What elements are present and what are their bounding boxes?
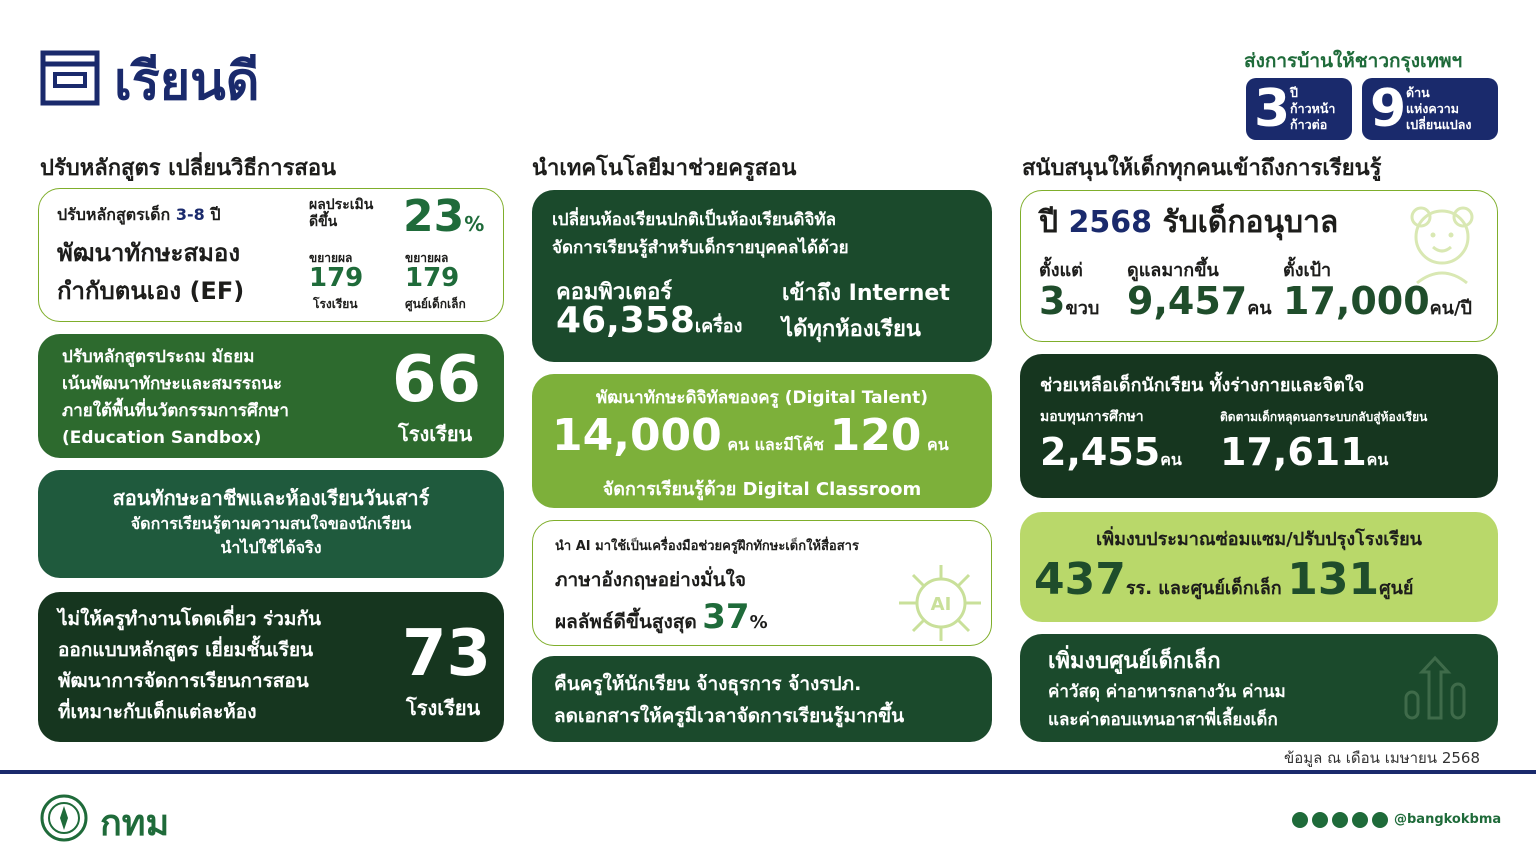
age-value: 3 (1039, 279, 1066, 323)
badge-line: ปี (1290, 85, 1298, 100)
badge-line: แห่งความ (1406, 101, 1460, 116)
badge-line: ด้าน (1406, 85, 1430, 100)
coach-unit: คน (927, 435, 949, 454)
repair-center-value: 131 (1287, 554, 1380, 605)
card-text: สอนทักษะอาชีพและห้องเรียนวันเสาร์ (112, 486, 430, 510)
card-text: กำกับตนเอง (EF) (57, 277, 245, 305)
social-handle[interactable]: @bangkokbma (1394, 812, 1502, 827)
repair-center-unit: ศูนย์ (1379, 578, 1414, 599)
card-text: พัฒนาการจัดการเรียนการสอน (58, 670, 309, 692)
card-ai-english (532, 520, 992, 646)
year-value: 2568 (1068, 205, 1152, 240)
badge-number: 9 (1370, 79, 1407, 139)
instagram-icon[interactable] (1352, 812, 1368, 828)
computer-unit: เครื่อง (694, 316, 743, 337)
card-kindergarten (1020, 190, 1498, 342)
card-text: ลดเอกสารให้ครูมีเวลาจัดการเรียนรู้มากขึ้น (554, 705, 905, 727)
card-digital-talent (532, 374, 992, 508)
age-unit: ขวบ (1065, 298, 1100, 319)
cared-unit: คน (1247, 298, 1272, 319)
ai-result-value: 37 (702, 597, 750, 637)
card-text: ปี (210, 205, 221, 224)
card-text: เน้นพัฒนาทักษะและสมรรถนะ (62, 374, 283, 394)
youtube-icon[interactable] (1332, 812, 1348, 828)
badge-number: 3 (1254, 79, 1291, 139)
child-face-icon (1407, 203, 1477, 287)
card-text: ภายใต้พื้นที่นวัตกรรมการศึกษา (62, 401, 289, 421)
card-text: (Education Sandbox) (62, 428, 262, 448)
ai-result-unit: % (749, 612, 768, 633)
card-text: และค่าตอบแทนอาสาพี่เลี้ยงเด็ก (1048, 710, 1278, 730)
eval-label: ดีขึ้น (309, 214, 338, 230)
collab-value: 73 (402, 617, 492, 691)
target-value: 17,000 (1283, 279, 1430, 323)
internet-text: เข้าถึง Internet (782, 281, 950, 306)
expand-value: 179 (405, 263, 460, 293)
cared-value: 9,457 (1127, 279, 1248, 323)
stat-label: ตั้งเป้า (1283, 260, 1332, 281)
card-text: ภาษาอังกฤษอย่างมั่นใจ (555, 569, 747, 591)
expand-unit: โรงเรียน (313, 297, 358, 311)
year-prefix: ปี (1039, 205, 1059, 240)
badge-line: ก้าวต่อ (1290, 117, 1328, 132)
growth-arrow-icon (1400, 652, 1470, 726)
card-title: เพิ่มงบศูนย์เด็กเล็ก (1048, 649, 1221, 674)
card-text: ไม่ให้ครูทำงานโดดเดี่ยว ร่วมกัน (58, 608, 321, 630)
card-text: พัฒนาทักษะดิจิทัลของครู (Digital Talent) (595, 388, 929, 408)
sandbox-unit: โรงเรียน (398, 422, 473, 446)
card-digital-classroom (532, 190, 992, 362)
card-text: ค่าวัสดุ ค่าอาหารกลางวัน ค่านม (1048, 682, 1286, 702)
scholarship-unit: คน (1160, 450, 1182, 469)
stat-label: ตั้งแต่ (1039, 260, 1083, 281)
eval-label: ผลประเมิน (309, 197, 374, 213)
expand-value: 179 (309, 263, 364, 293)
card-title: เพิ่มงบประมาณซ่อมแซม/ปรับปรุงโรงเรียน (1096, 529, 1422, 550)
card-text: ปรับหลักสูตรประถม มัธยม (62, 347, 255, 367)
badge-3-years (1246, 78, 1352, 140)
card-text: ที่เหมาะกับเด็กแต่ละห้อง (58, 701, 257, 723)
expand-unit: ศูนย์เด็กเล็ก (405, 297, 466, 311)
scholarship-value: 2,455 (1040, 430, 1161, 474)
card-text: ผลลัพธ์ดีขึ้นสูงสุด (555, 611, 697, 633)
returned-unit: คน (1366, 450, 1389, 469)
card-school-repair (1020, 512, 1498, 622)
repair-school-unit: รร. และศูนย์เด็กเล็ก (1125, 578, 1282, 599)
stat-label: ติดตามเด็กหลุดนอกระบบกลับสู่ห้องเรียน (1220, 410, 1428, 424)
card-text: เปลี่ยนห้องเรียนปกติเป็นห้องเรียนดิจิทัล (552, 210, 837, 230)
target-unit: คน/ปี (1429, 298, 1472, 319)
card-text: ปรับหลักสูตรเด็ก (57, 205, 171, 224)
card-text: จัดการเรียนรู้ตามความสนใจของนักเรียน (130, 514, 412, 533)
stat-label: มอบทุนการศึกษา (1040, 409, 1144, 425)
card-text: นำ AI มาใช้เป็นเครื่องมือช่วยครูฝึกทักษะเด็กให้สื่อสาร (555, 539, 859, 554)
facebook-icon[interactable] (1312, 812, 1328, 828)
computer-value: 46,358 (556, 300, 695, 341)
card-vocational-skills (38, 470, 504, 578)
card-text: นำไปใช้ได้จริง (220, 538, 322, 557)
age-range: 3-8 (175, 205, 205, 224)
kindergarten-title: รับเด็กอนุบาล (1162, 205, 1339, 240)
tiktok-icon[interactable] (1372, 812, 1388, 828)
ai-icon-label: AI (930, 594, 952, 615)
coach-value: 120 (829, 410, 922, 461)
page-title: เรียนดี (114, 52, 260, 112)
computer-label: คอมพิวเตอร์ (556, 280, 673, 305)
card-title: ช่วยเหลือเด็กนักเรียน ทั้งร่างกายและจิตใจ (1040, 375, 1365, 396)
badge-line: ก้าวหน้า (1290, 101, 1336, 116)
column-heading-technology: นำเทคโนโลยีมาช่วยครูสอน (532, 156, 797, 181)
eval-unit: % (464, 212, 485, 236)
stat-label: ดูแลมากขึ้น (1127, 260, 1219, 281)
card-text: คืนครูให้นักเรียน จ้างธุรการ จ้างรปภ. (554, 673, 862, 695)
card-education-sandbox (38, 334, 504, 458)
repair-school-value: 437 (1034, 554, 1126, 605)
expand-label: ขยายผล (309, 251, 353, 265)
badge-line: เปลี่ยนแปลง (1406, 117, 1472, 132)
card-text: จัดการเรียนรู้ด้วย Digital Classroom (602, 479, 922, 500)
sandbox-value: 66 (392, 343, 482, 417)
card-ef-curriculum (38, 188, 504, 322)
column-heading-access: สนับสนุนให้เด็กทุกคนเข้าถึงการเรียนรู้ (1022, 156, 1382, 181)
card-student-support (1020, 354, 1498, 498)
ai-chip-icon (889, 557, 985, 643)
card-text: พัฒนาทักษะสมอง (57, 239, 241, 267)
collab-unit: โรงเรียน (406, 696, 481, 720)
returned-value: 17,611 (1220, 430, 1367, 474)
teacher-value: 14,000 (552, 410, 722, 461)
eval-value: 23 (403, 191, 465, 242)
internet-text: ได้ทุกห้องเรียน (782, 317, 921, 342)
footer-brand: กทม (100, 803, 170, 844)
card-childcare-budget (1020, 634, 1498, 742)
x-icon[interactable] (1292, 812, 1308, 828)
column-heading-curriculum: ปรับหลักสูตร เปลี่ยนวิธีการสอน (40, 156, 337, 181)
card-text: ออกแบบหลักสูตร เยี่ยมชั้นเรียน (58, 639, 314, 661)
card-teacher-collaboration (38, 592, 504, 742)
badge-9-aspects (1362, 78, 1498, 140)
expand-label: ขยายผล (405, 251, 449, 265)
teacher-unit: คน และมีโค้ช (727, 435, 824, 454)
source-note: ข้อมูล ณ เดือน เมษายน 2568 (1284, 749, 1481, 767)
footer-divider (0, 770, 1536, 774)
school-folder-icon (40, 50, 100, 106)
card-text: จัดการเรียนรู้สำหรับเด็กรายบุคคลได้ด้วย (552, 238, 849, 258)
card-return-teachers (532, 656, 992, 742)
bma-seal-logo (40, 794, 88, 842)
slogan: ส่งการบ้านให้ชาวกรุงเทพฯ (1244, 50, 1463, 72)
